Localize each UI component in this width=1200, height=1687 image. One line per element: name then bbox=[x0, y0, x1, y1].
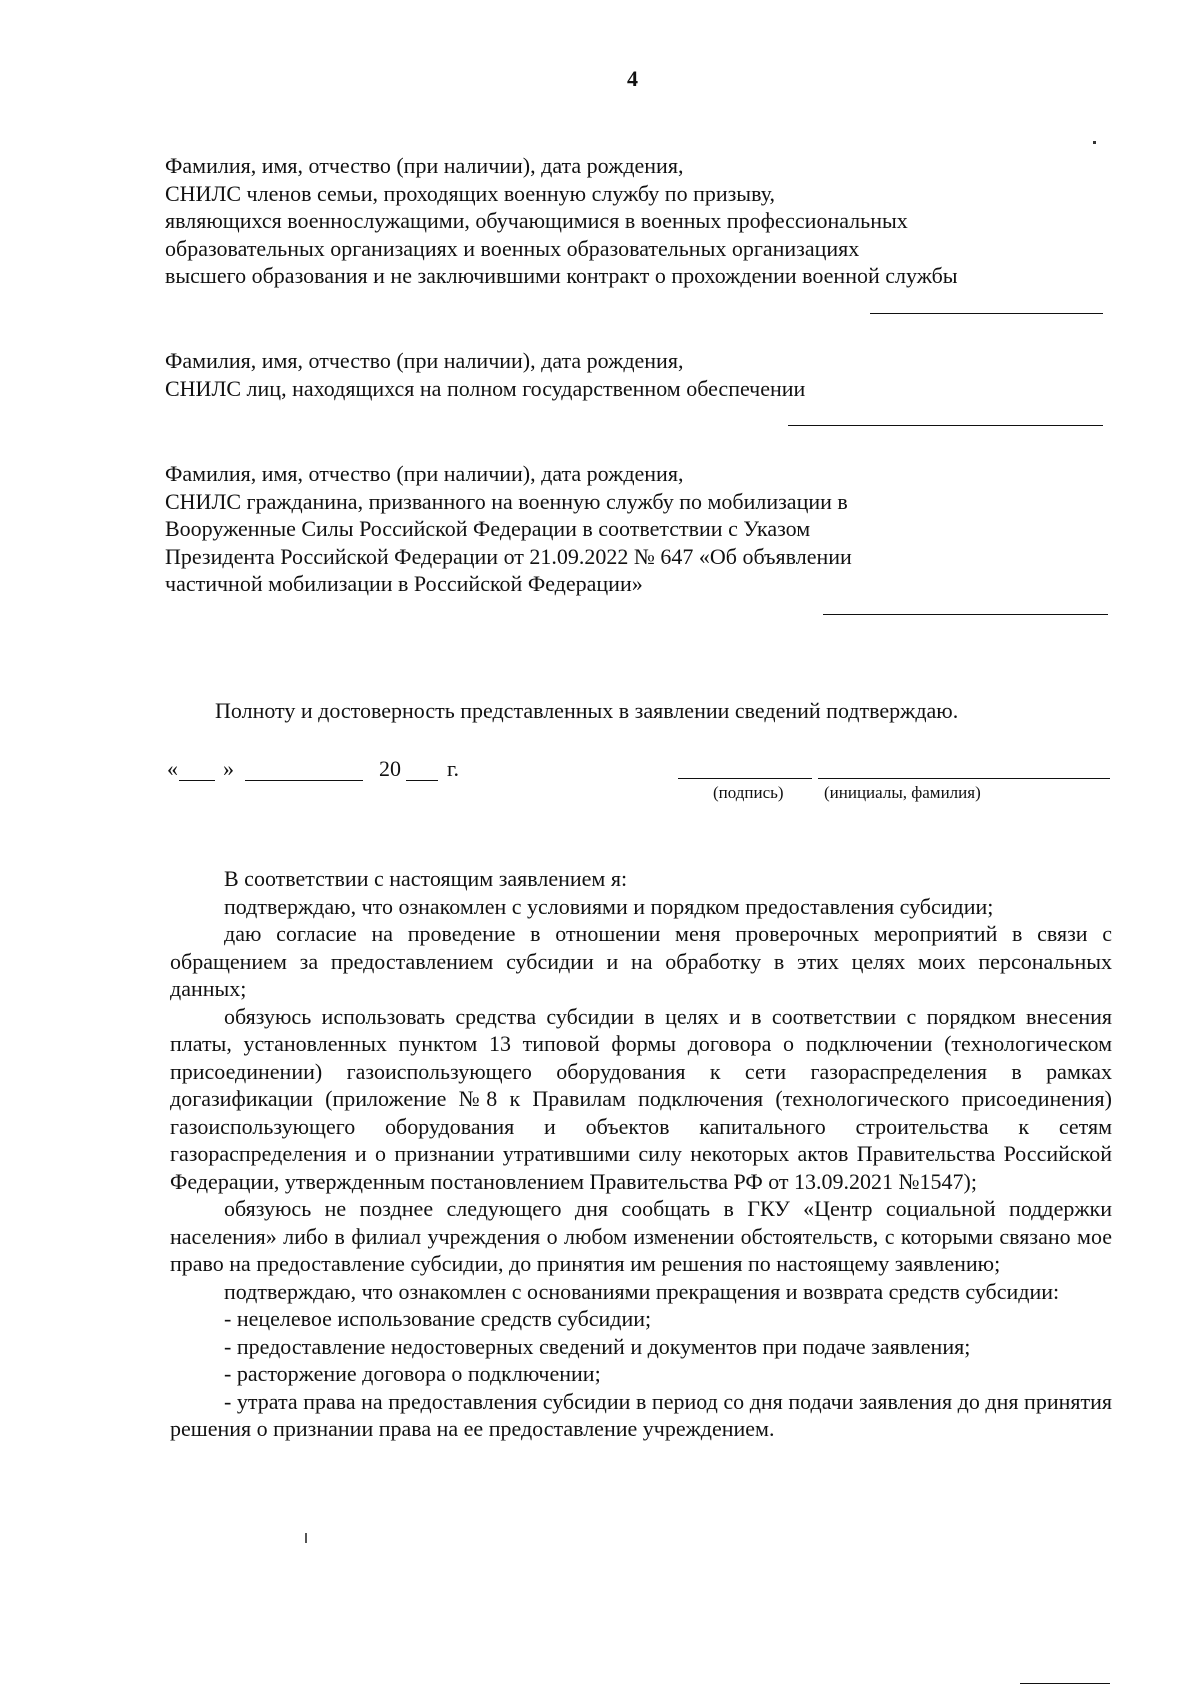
consent-list-item: - утрата права на предоставления субсидии в период со дня подачи заявления до дня принятия решения о признании права на ее предоставление учреждением. bbox=[170, 1388, 1112, 1441]
date-year-suffix: г. bbox=[447, 756, 460, 781]
label-line: частичной мобилизации в Российской Федерации» bbox=[165, 571, 643, 596]
consent-list-item: - предоставление недостоверных сведений и документов при подаче заявления; bbox=[224, 1333, 971, 1359]
label-line: высшего образования и не заключившими контракт о прохождении военной службы bbox=[165, 263, 958, 288]
name-line[interactable] bbox=[818, 778, 1110, 779]
label-line: Президента Российской Федерации от 21.09.2022 № 647 «Об объявлении bbox=[165, 543, 852, 569]
date-open-quote: « bbox=[167, 756, 178, 781]
date-day-field[interactable] bbox=[179, 780, 215, 781]
label-line: Фамилия, имя, отчество (при наличии), дата рождения, bbox=[165, 461, 684, 486]
label-line: СНИЛС гражданина, призванного на военную службу по мобилизации в bbox=[165, 488, 848, 514]
scan-mark bbox=[305, 1533, 307, 1543]
date-year-field[interactable] bbox=[406, 780, 438, 781]
label-line: образовательных организациях и военных образовательных организациях bbox=[165, 235, 860, 261]
consent-intro: В соответствии с настоящим заявлением я: bbox=[224, 866, 628, 891]
label-line: СНИЛС лиц, находящихся на полном государственном обеспечении bbox=[165, 375, 806, 401]
consent-item: обязуюсь не позднее следующего дня сообщать в ГКУ «Центр социальной поддержки населения» либо в филиал учреждения о любом изменении обстоятельств, с которыми связано мое право на предоставление субсидии, до принятия им решения по настоящему заявлению; bbox=[170, 1196, 1112, 1276]
name-caption: (инициалы, фамилия) bbox=[824, 783, 981, 802]
date-month-field[interactable] bbox=[245, 780, 363, 781]
confirmation-statement: Полноту и достоверность представленных в заявлении сведений подтверждаю. bbox=[215, 698, 959, 723]
consent-section bbox=[170, 865, 1112, 1443]
scan-dot bbox=[1093, 141, 1096, 144]
scan-edge-line bbox=[1020, 1683, 1110, 1684]
mobilized-citizen-input-line[interactable] bbox=[823, 614, 1108, 615]
date-line bbox=[167, 756, 497, 784]
label-line: являющихся военнослужащими, обучающимися в военных профессиональных bbox=[165, 208, 908, 233]
label-line: Фамилия, имя, отчество (при наличии), дата рождения, bbox=[165, 153, 684, 178]
consent-item: подтверждаю, что ознакомлен с основаниями прекращения и возврата средств субсидии: bbox=[224, 1278, 1060, 1304]
date-close-quote: » bbox=[223, 756, 234, 781]
page-number: 4 bbox=[627, 66, 638, 91]
consent-item: даю согласие на проведение в отношении меня проверочных мероприятий в связи с обращением за предоставлением субсидии и на обработку в этих целях моих персональных данных; bbox=[170, 921, 1112, 1001]
consent-item: обязуюсь использовать средства субсидии в целях и в соответствии с порядком внесения платы, установленных пунктом 13 типовой формы договора о подключении (технологическом присоединении) газоиспользующего оборудования к сети газораспределения в рамках догазификации (приложение №8 к Правилам подключения (технологического присоединения) газоиспользующего оборудования и объектов капитального строительства к сетям газораспределения и о признании утратившими силу некоторых актов Правительства Российской Федерации, утвержденным постановлением Правительства РФ от 13.09.2021 №1547); bbox=[170, 1003, 1112, 1194]
state-support-persons-label bbox=[165, 347, 805, 402]
label-line: СНИЛС членов семьи, проходящих военную службу по призыву, bbox=[165, 180, 776, 206]
consent-list-item: - расторжение договора о подключении; bbox=[224, 1361, 601, 1386]
signature-caption: (подпись) bbox=[713, 783, 784, 802]
consent-list-item: - нецелевое использование средств субсидии; bbox=[224, 1306, 652, 1331]
mobilized-citizen-label bbox=[165, 460, 852, 598]
label-line: Фамилия, имя, отчество (при наличии), дата рождения, bbox=[165, 348, 684, 373]
family-members-military-input-line[interactable] bbox=[870, 313, 1103, 314]
label-line: Вооруженные Силы Российской Федерации в соответствии с Указом bbox=[165, 516, 811, 541]
signature-line[interactable] bbox=[678, 778, 812, 779]
date-year-prefix: 20 bbox=[379, 756, 401, 781]
family-members-military-label bbox=[165, 152, 958, 290]
state-support-persons-input-line[interactable] bbox=[788, 425, 1103, 426]
consent-item: подтверждаю, что ознакомлен с условиями и порядком предоставления субсидии; bbox=[224, 893, 994, 919]
